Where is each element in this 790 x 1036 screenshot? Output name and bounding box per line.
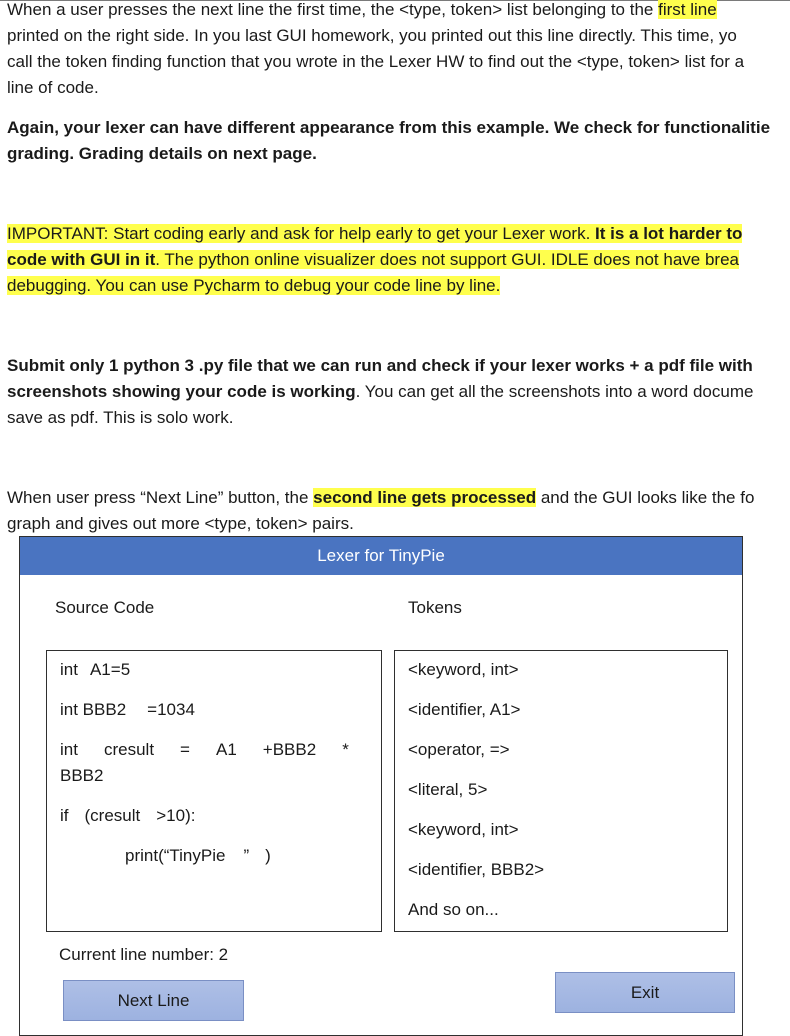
text: grading. Grading details on next page. — [7, 144, 317, 163]
paragraph-submission — [7, 353, 790, 431]
tokens-label: Tokens — [408, 598, 462, 617]
highlight-first-line: first line — [658, 0, 717, 19]
lexer-gui-window — [19, 536, 743, 1036]
text: Again, your lexer can have different appearance from this example. We check for functionalitie — [7, 118, 771, 137]
text: IMPORTANT: Start coding early and ask for help early to get your Lexer work. — [7, 224, 596, 243]
text: When a user presses the next line the first time, the <type, token> list belonging to the — [7, 0, 659, 19]
source-line-1: int A1=5 — [60, 660, 131, 679]
text: Submit only 1 python 3 .py file that we can run and check if your lexer works + a pdf file with — [7, 356, 753, 375]
source-line-3-wrap: BBB2 — [60, 766, 104, 785]
text: screenshots showing your code is working — [7, 382, 356, 401]
source-line-2: int BBB2 =1034 — [60, 700, 195, 719]
text: call the token finding function that you wrote in the Lexer HW to find out the <type, token> list for a — [7, 52, 745, 71]
source-code-label: Source Code — [55, 598, 155, 617]
source-line-3: int cresult = A1 +BBB2 * — [60, 740, 349, 759]
window-title: Lexer for TinyPie — [317, 546, 445, 565]
next-line-button-label: Next Line — [117, 990, 190, 1010]
text: It is a lot harder to — [595, 224, 743, 243]
exit-button[interactable] — [555, 972, 735, 1013]
source-line-4: if (cresult >10): — [60, 806, 196, 825]
token-item: <operator, => — [408, 740, 510, 759]
next-line-button[interactable] — [63, 980, 244, 1021]
paragraph-next-line — [7, 485, 790, 537]
text: . You can get all the screenshots into a word docume — [355, 382, 754, 401]
text: graph and gives out more <type, token> pairs. — [7, 514, 354, 533]
text: save as pdf. This is solo work. — [7, 408, 234, 427]
source-line-5: print(“TinyPie ” ) — [125, 846, 271, 865]
current-line-label: Current line number: 2 — [59, 945, 229, 964]
text: printed on the right side. In you last GUI homework, you printed out this line directly. This time, yo — [7, 26, 737, 45]
window-title-bar — [20, 537, 742, 575]
paragraph-important — [7, 221, 790, 299]
text: code with GUI in it — [7, 250, 156, 269]
token-item: <keyword, int> — [408, 660, 519, 679]
text: debugging. You can use Pycharm to debug your code line by line. — [7, 276, 501, 295]
token-item: And so on... — [408, 900, 499, 919]
text: and the GUI looks like the fo — [536, 488, 755, 507]
token-item: <identifier, BBB2> — [408, 860, 545, 879]
token-item: <identifier, A1> — [408, 700, 521, 719]
highlight-second-line: second line gets processed — [313, 488, 537, 507]
text: When user press “Next Line” button, the — [7, 488, 314, 507]
paragraph-appearance-note — [7, 115, 790, 167]
text: . The python online visualizer does not support GUI. IDLE does not have brea — [155, 250, 739, 269]
tokens-textbox[interactable] — [394, 650, 728, 932]
exit-button-label: Exit — [630, 982, 660, 1002]
source-code-textbox[interactable] — [46, 650, 382, 932]
token-item: <literal, 5> — [408, 780, 488, 799]
text: line of code. — [7, 78, 99, 97]
token-item: <keyword, int> — [408, 820, 519, 839]
paragraph-first-line-intro — [7, 0, 790, 101]
